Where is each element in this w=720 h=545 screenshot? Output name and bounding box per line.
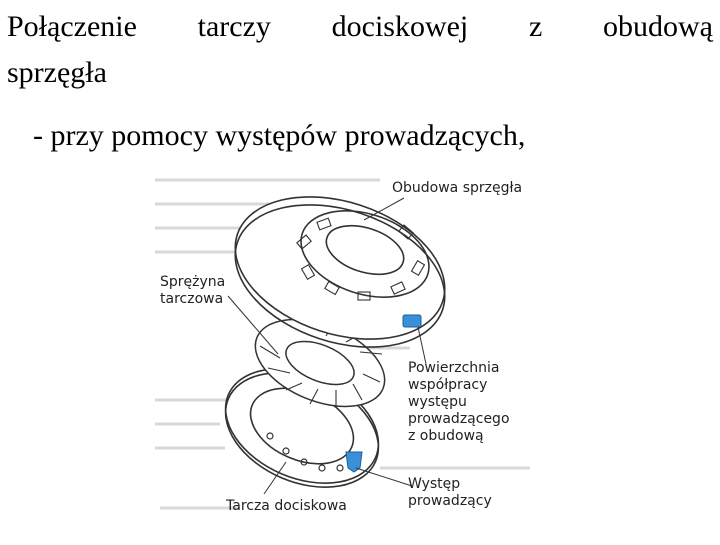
label-lug-line: prowadzący [408, 493, 492, 509]
label-plate: Tarcza dociskowa [226, 498, 347, 514]
clutch-figure [150, 168, 540, 540]
bullet-text: - przy pomocy występów prowadzących, [33, 119, 526, 152]
title-word: Połączenie [7, 10, 137, 43]
title-line-2: sprzęgła [7, 56, 107, 89]
label-lug-line: Występ [408, 476, 461, 492]
label-spring-line: Sprężyna [160, 274, 226, 290]
label-surface-line: z obudową [408, 428, 484, 444]
label-surface-line: występu [408, 394, 467, 410]
label-housing: Obudowa sprzęgła [392, 180, 523, 196]
label-surface-line: współpracy [408, 377, 488, 393]
title-word: obudową [603, 10, 713, 43]
label-lug [408, 476, 492, 510]
label-surface-line: prowadzącego [408, 411, 510, 427]
label-spring [160, 274, 225, 308]
guide-surface-highlight [403, 315, 421, 327]
label-surface [408, 360, 510, 445]
title-word: dociskowej [331, 10, 469, 43]
title-word: z [528, 10, 543, 43]
title-word: tarczy [197, 10, 271, 43]
label-spring-line: tarczowa [160, 291, 224, 307]
title-line-1 [7, 10, 713, 44]
label-surface-line: Powierzchnia [408, 360, 500, 376]
